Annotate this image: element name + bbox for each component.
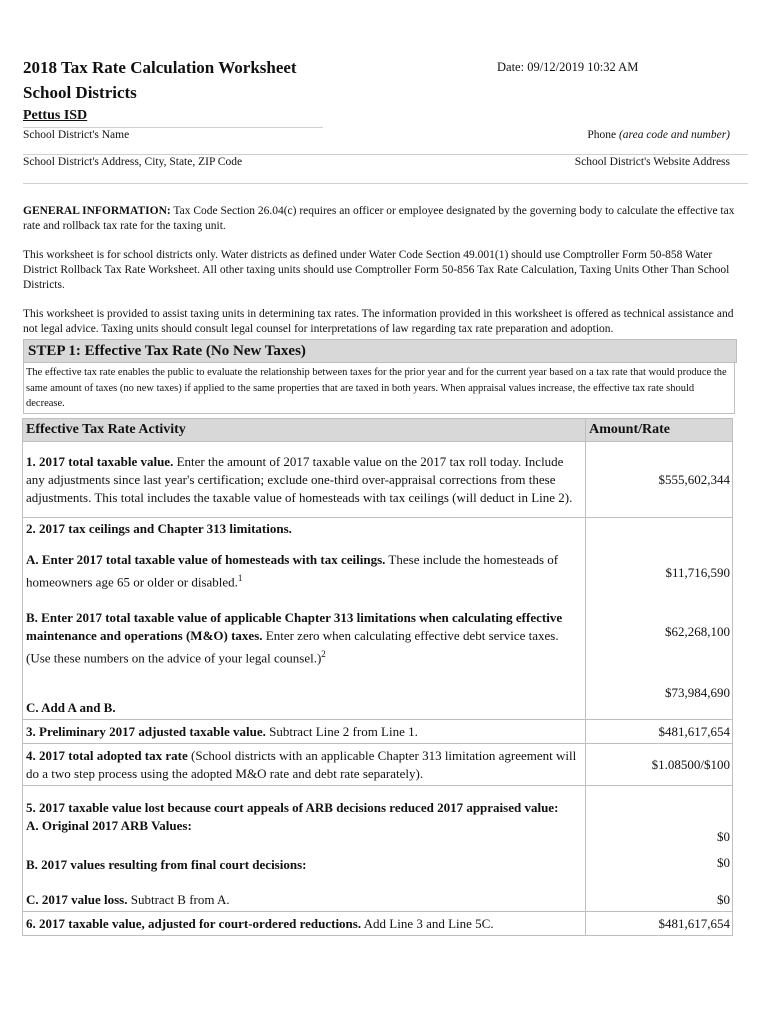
- table-row: [23, 682, 733, 720]
- row-label: [23, 720, 586, 744]
- row-title: A. Enter 2017 total taxable value of homesteads with tax ceilings.: [26, 551, 386, 567]
- footnote-marker: 2: [321, 649, 326, 660]
- district-name: Pettus ISD: [23, 108, 88, 123]
- general-info-text: Tax Code Section 26.04(c) requires an officer or employee designated by the governing body to calculate the effective tax rate and rollback tax rate for the taxing unit.: [23, 205, 735, 232]
- general-info-paragraph: [23, 204, 745, 234]
- table-row: [23, 744, 733, 786]
- row-title: C. Add A and B.: [26, 700, 116, 715]
- activity-column-header: Effective Tax Rate Activity: [23, 419, 586, 442]
- table-row: [23, 848, 733, 882]
- disclaimer-paragraph: This worksheet is provided to assist taxing units in determining tax rates. The information provided in this worksheet is offered as technical assistance and not legal advice. Taxing units should consult legal counsel for interpretations of law regarding tax rate preparation and adoption.: [23, 308, 734, 335]
- row-amount: $11,716,590: [586, 540, 733, 596]
- table-row: [23, 596, 733, 682]
- row-amount: $0: [586, 882, 733, 912]
- footnote-marker: 1: [237, 572, 243, 583]
- website-rule: [23, 183, 748, 184]
- row-label: [23, 596, 586, 682]
- row-amount: $62,268,100: [586, 596, 733, 682]
- row-label: [23, 744, 586, 786]
- worksheet-subtitle: School Districts: [23, 83, 137, 102]
- address-rule: [23, 154, 748, 155]
- row-amount: $0: [586, 848, 733, 882]
- row-title: C. 2017 value loss.: [26, 892, 128, 907]
- row-title: 2. 2017 tax ceilings and Chapter 313 limitations.: [26, 520, 292, 536]
- row-title: B. 2017 values resulting from final court decisions:: [26, 856, 307, 872]
- table-row: [23, 442, 733, 518]
- row-text: Enter zero when calculating effective debt service taxes. (Use these numbers on the advice of your legal counsel.): [26, 628, 559, 666]
- general-info-lead: GENERAL INFORMATION:: [23, 205, 171, 217]
- name-rule: [23, 127, 323, 128]
- row-amount: $0: [586, 786, 733, 848]
- row-title: 5. 2017 taxable value lost because court appeals of ARB decisions reduced 2017 appraised value:: [26, 799, 559, 815]
- table-row: [23, 882, 733, 912]
- row-label: [23, 882, 586, 912]
- row-amount: $73,984,690: [586, 682, 733, 720]
- worksheet-scope-paragraph: This worksheet is for school districts only. Water districts as defined under Water Code Section 49.001(1) should use Comptroller Form 50-858 Water District Rollback Tax Rate Worksheet. All other taxing units should use Comptroller Form 50-856 Tax Rate Calculation, Taxing Units Other Than School Districts.: [23, 249, 730, 291]
- row-subtitle: A. Original 2017 ARB Values:: [26, 817, 192, 833]
- table-row: [23, 540, 733, 596]
- row-text: Subtract B from A.: [127, 892, 230, 907]
- row-amount: $1.08500/$100: [586, 744, 733, 786]
- row-amount: $555,602,344: [586, 442, 733, 518]
- effective-tax-rate-table: [22, 418, 733, 936]
- row-label: [23, 912, 586, 936]
- row-title: 3. Preliminary 2017 adjusted taxable value.: [26, 723, 266, 739]
- row-label: [23, 848, 586, 882]
- phone-label-text: Phone: [587, 129, 617, 141]
- table-row: [23, 912, 733, 936]
- row-title: 1. 2017 total taxable value.: [26, 453, 174, 469]
- table-header-row: [23, 419, 733, 442]
- phone-note: (area code and number): [618, 129, 730, 141]
- row-text: Subtract Line 2 from Line 1.: [265, 723, 418, 739]
- step1-heading: STEP 1: Effective Tax Rate (No New Taxes): [23, 339, 737, 363]
- row-amount: [586, 518, 733, 540]
- row-label: [23, 442, 586, 518]
- table-row: [23, 720, 733, 744]
- row-label: [23, 518, 586, 540]
- worksheet-title: 2018 Tax Rate Calculation Worksheet: [23, 58, 297, 77]
- row-label: [23, 786, 586, 848]
- table-row: [23, 518, 733, 540]
- amount-column-header: Amount/Rate: [586, 419, 733, 442]
- row-title: 6. 2017 taxable value, adjusted for court-ordered reductions.: [26, 915, 362, 931]
- table-row: [23, 786, 733, 848]
- step1-description: The effective tax rate enables the public to evaluate the relationship between taxes for the prior year and for the current year based on a tax rate that would produce the same amount of taxes (no new taxes) if applied to the same properties that are taxed in both years. When appraisal values increase, the effective tax rate should decrease.: [23, 363, 735, 414]
- row-title: 4. 2017 total adopted tax rate: [26, 747, 188, 763]
- row-text: Add Line 3 and Line 5C.: [361, 915, 494, 931]
- address-label: School District's Address, City, State, ZIP Code: [23, 156, 243, 168]
- date-stamp: Date: 09/12/2019 10:32 AM: [497, 60, 639, 74]
- row-text: Enter the amount of 2017 taxable value on the 2017 tax roll today. Include any adjustments since last year's certification; exclude one-third over-appraisal corrections from these adjustments. This total includes the taxable value of homesteads with tax ceilings (will deduct in Line 2).: [26, 453, 573, 505]
- row-label: [23, 540, 586, 596]
- phone-label: [587, 129, 730, 141]
- row-amount: $481,617,654: [586, 912, 733, 936]
- row-text: (School districts with an applicable Chapter 313 limitation agreement will do a two step process using the adopted M&O rate and debt rate separately).: [26, 747, 577, 781]
- row-amount: $481,617,654: [586, 720, 733, 744]
- district-name-label: School District's Name: [23, 129, 130, 141]
- row-title: B. Enter 2017 total taxable value of applicable Chapter 313 limitations when calculating effective maintenance and operations (M&O) taxes.: [26, 610, 563, 644]
- website-label: School District's Website Address: [574, 156, 730, 168]
- row-label: [23, 682, 586, 720]
- row-text: These include the homesteads of homeowners age 65 or older or disabled.: [26, 551, 559, 590]
